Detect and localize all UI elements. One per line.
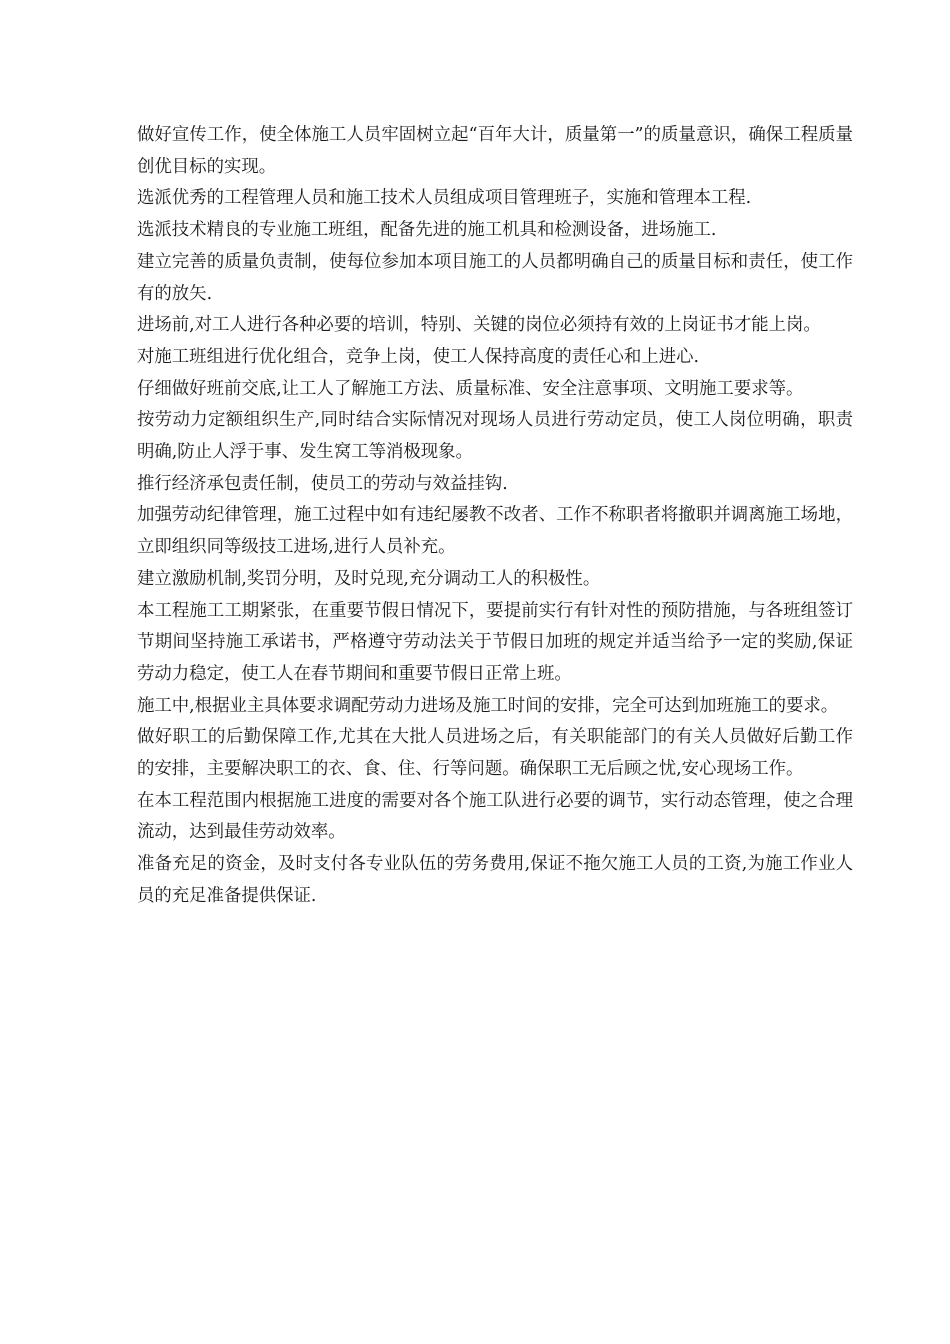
paragraph-incentive: 建立激励机制,奖罚分明，及时兑现,充分调动工人的积极性。 — [137, 568, 601, 589]
paragraph-briefing: 仔细做好班前交底,让工人了解施工方法、质量标准、安全注意事项、文明施工要求等。 — [137, 378, 804, 399]
paragraph-logistics: 做好职工的后勤保障工作,尤其在大批人员进场之后，有关职能部门的有关人员做好后勤工作的安排，主要解决职工的衣、食、住、行等问题。确保职工无后顾之忧,安心现场工作。 — [137, 727, 853, 780]
paragraph-construction-team: 选派技术精良的专业施工班组，配备先进的施工机具和检测设备，进场施工. — [137, 220, 717, 241]
paragraph-training: 进场前,对工人进行各种必要的培训，特别、关键的岗位必须持有效的上岗证书才能上岗。 — [137, 315, 821, 336]
paragraph-team-optimization: 对施工班组进行优化组合，竞争上岗，使工人保持高度的责任心和上进心. — [137, 346, 700, 367]
paragraph-quality-responsibility: 建立完善的质量负责制，使每位参加本项目施工的人员都明确自己的质量目标和责任，使工作有的放矢. — [137, 251, 853, 304]
paragraph-funding: 准备充足的资金，及时支付各专业队伍的劳务费用,保证不拖欠施工人员的工资,为施工作业人员的充足准备提供保证. — [137, 854, 853, 906]
paragraph-labor-quota: 按劳动力定额组织生产,同时结合实际情况对现场人员进行劳动定员，使工人岗位明确，职责明确,防止人浮于事、发生窝工等消极现象。 — [137, 410, 853, 463]
paragraph-dynamic-management: 在本工程范围内根据施工进度的需要对各个施工队进行必要的调节，实行动态管理，使之合理流动，达到最佳劳动效率。 — [137, 790, 853, 843]
paragraph-contract-responsibility: 推行经济承包责任制，使员工的劳动与效益挂钩. — [137, 473, 508, 494]
paragraph-labor-discipline: 加强劳动纪律管理，施工过程中如有违纪屡教不改者、工作不称职者将撤职并调离施工场地，立即组织同等级技工进场,进行人员补充。 — [137, 505, 853, 558]
paragraph-management-team: 选派优秀的工程管理人员和施工技术人员组成项目管理班子，实施和管理本工程. — [137, 188, 752, 209]
paragraph-holiday-measures: 本工程施工工期紧张，在重要节假日情况下，要提前实行有针对性的预防措施，与各班组签订节期间坚持施工承诺书，严格遵守劳动法关于节假日加班的规定并适当给予一定的奖励,保证劳动力稳定，使工人在春节期间和重要节假日正常上班。 — [137, 600, 853, 684]
paragraph-publicity: 做好宣传工作，使全体施工人员牢固树立起“百年大计，质量第一”的质量意识，确保工程质量创优目标的实现。 — [137, 125, 853, 177]
document-body — [137, 120, 853, 913]
paragraph-owner-requirements: 施工中,根据业主具体要求调配劳动力进场及施工时间的安排，完全可达到加班施工的要求。 — [137, 695, 839, 716]
